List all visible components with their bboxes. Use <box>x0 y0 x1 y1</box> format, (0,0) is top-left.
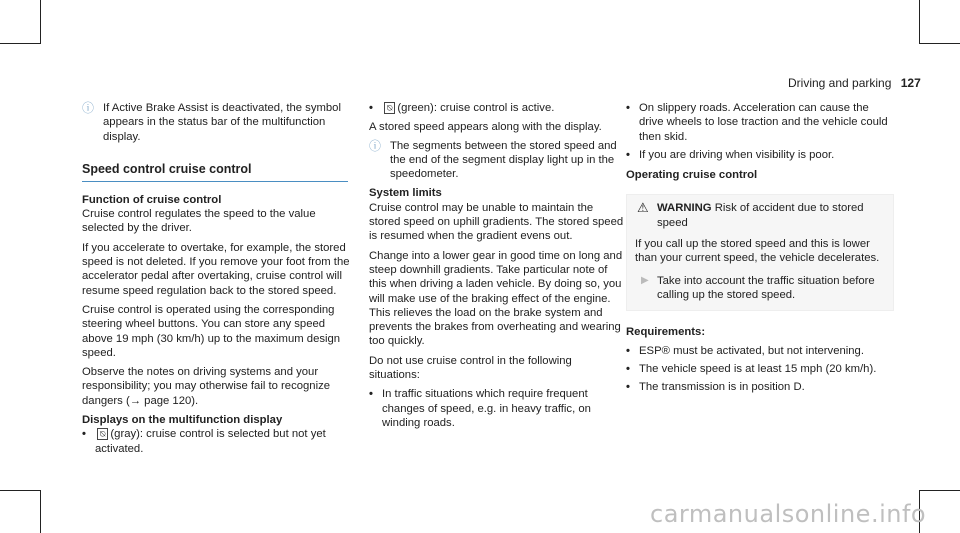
warning-label: WARNING <box>657 202 712 215</box>
crop-mark <box>0 490 40 491</box>
crop-mark <box>920 43 960 44</box>
cruise-control-icon: ⍉ <box>97 428 108 440</box>
crop-mark <box>920 490 960 491</box>
section-title: Speed control cruise control <box>82 161 252 176</box>
bullet-text: The transmission is in position D. <box>639 381 805 394</box>
running-header <box>788 76 921 90</box>
action-text: Take into account the traffic situation before calling up the stored speed. <box>657 274 875 301</box>
info-note <box>82 101 352 144</box>
bullet-text: (gray): cruise control is selected but not yet activated. <box>95 428 326 455</box>
page-number: 127 <box>900 76 921 90</box>
section-name: Driving and parking <box>788 76 892 90</box>
warning-body: If you call up the stored speed and this is lower than your current speed, the vehicle decelerates. <box>635 238 880 265</box>
paragraph: Cruise control is operated using the corresponding steering wheel buttons. You can store any speed above 19 mph (30 km/h) up to the maximum design speed. <box>82 303 341 359</box>
bullet-text: On slippery roads. Acceleration can cause the drive wheels to lose traction and the vehicle could then skid. <box>639 102 888 143</box>
list-item: • The vehicle speed is at least 15 mph (20 km/h). <box>626 362 877 375</box>
column-1 <box>82 101 352 456</box>
list-item: • In traffic situations which require frequent changes of speed, e.g. in heavy traffic, on winding roads. <box>369 388 591 429</box>
paragraph: Cruise control may be unable to maintain the stored speed on uphill gradients. The stored speed is resumed when the gradient evens out. <box>369 201 624 243</box>
bullet-text: If you are driving when visibility is poor. <box>639 148 835 161</box>
bullet-text: (green): cruise control is active. <box>397 102 555 114</box>
warning-header <box>635 201 885 230</box>
paragraph: Cruise control regulates the speed to the value selected by the driver. <box>82 208 316 235</box>
info-circle-icon: ⓘ <box>82 101 95 115</box>
paragraph: If you accelerate to overtake, for example, the stored speed is not deleted. If you remove your foot from the accelerator pedal after overtaking, cruise control will resume speed regulation back to the stored speed. <box>82 241 350 297</box>
list-item: • ⍉ (green): cruise control is active. <box>369 102 555 114</box>
paragraph: A stored speed appears along with the display. <box>369 121 602 134</box>
warning-text: Risk of accident due to stored speed <box>657 202 864 229</box>
displays-heading: Displays on the multifunction display <box>82 414 283 427</box>
crop-mark <box>40 0 41 44</box>
crop-mark <box>40 490 41 533</box>
bullet-text: In traffic situations which require frequent changes of speed, e.g. in heavy traffic, on winding roads. <box>382 388 591 429</box>
arrow-right-icon: ▶ <box>641 274 649 286</box>
paragraph: Observe the notes on driving systems and your responsibility; you may otherwise fail to recognize dangers (→ page 120). <box>82 366 331 407</box>
note-text: If Active Brake Assist is deactivated, the symbol appears in the status bar of the multifunction display. <box>103 102 341 143</box>
section-divider <box>82 181 348 182</box>
warning-action <box>635 274 885 303</box>
list-item: • ⍉ (gray): cruise control is selected but not yet activated. <box>82 428 326 455</box>
list-item: • ESP® must be activated, but not intervening. <box>626 344 864 357</box>
operating-heading: Operating cruise control <box>626 169 758 182</box>
warning-triangle-icon: ⚠ <box>637 200 649 216</box>
cruise-control-icon: ⍉ <box>384 102 395 114</box>
crop-mark <box>919 0 920 44</box>
system-limits-heading: System limits <box>369 187 442 200</box>
bullet-text: The vehicle speed is at least 15 mph (20 km/h). <box>639 362 877 375</box>
watermark: carmanualsonline.info <box>650 500 927 528</box>
list-item: • If you are driving when visibility is poor. <box>626 148 835 161</box>
column-2 <box>369 101 625 430</box>
bullet-text: ESP® must be activated, but not intervening. <box>639 344 864 357</box>
paragraph: Change into a lower gear in good time on long and steep downhill gradients. Take particular note of this when driving a laden vehicle. By doing so, you will make use of the braking effect of the engine. This relieves the load on the brake system and prevents the brakes from overheating and wearing too quickly. <box>369 249 623 348</box>
column-3 <box>626 101 894 394</box>
list-item: • On slippery roads. Acceleration can cause the drive wheels to lose traction and the vehicle could then skid. <box>626 102 888 143</box>
info-circle-icon: ⓘ <box>369 138 382 153</box>
info-note <box>369 139 625 182</box>
paragraph: Do not use cruise control in the following situations: <box>369 354 572 382</box>
list-item: • The transmission is in position D. <box>626 381 805 394</box>
warning-box <box>626 194 894 311</box>
crop-mark <box>0 43 40 44</box>
function-heading: Function of cruise control <box>82 193 222 206</box>
note-text: The segments between the stored speed and the end of the segment display light up in the speedometer. <box>390 139 617 181</box>
requirements-heading: Requirements: <box>626 326 706 339</box>
